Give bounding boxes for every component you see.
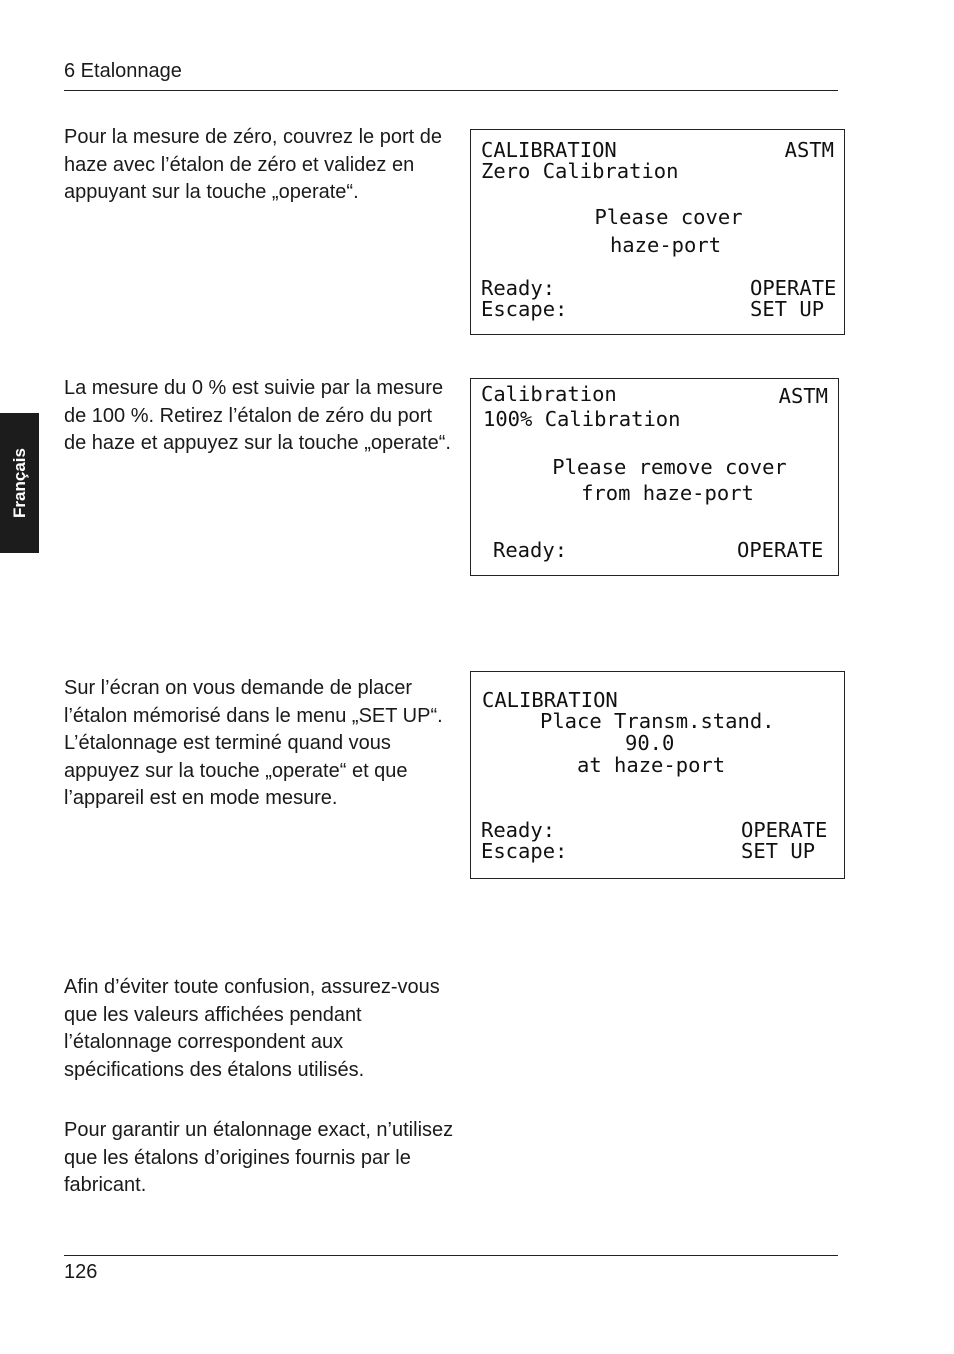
lcd-ready-key: OPERATE bbox=[737, 538, 824, 562]
language-tab bbox=[0, 413, 39, 553]
lcd-title: CALIBRATION bbox=[482, 688, 618, 712]
lcd-escape-key: SET UP bbox=[741, 839, 816, 863]
lcd-ready-label: Ready: bbox=[481, 818, 556, 842]
lcd-message-line-2: at haze-port bbox=[577, 753, 726, 777]
lcd-message-line-1: Place Transm.stand. bbox=[540, 709, 775, 733]
paragraph-100-measure: La mesure du 0 % est suivie par la mesure de 100 %. Retirez l’étalon de zéro du port de haze et appuyez sur la touche „operate“. bbox=[64, 377, 451, 454]
paragraph-original-standards: Pour garantir un étalonnage exact, n’utilisez que les étalons d’origines fournis par le fabricant. bbox=[64, 1119, 454, 1196]
lcd-title: CALIBRATION bbox=[481, 138, 617, 162]
lcd-screen-transmission-standard bbox=[470, 671, 845, 879]
lcd-ready-key: OPERATE bbox=[750, 276, 837, 300]
paragraph-zero-measure: Pour la mesure de zéro, couvrez le port de haze avec l’étalon de zéro et validez en appuyant sur la touche „operate“. bbox=[64, 126, 442, 203]
lcd-title: Calibration bbox=[481, 382, 617, 406]
lcd-mode: ASTM bbox=[778, 384, 828, 408]
lcd-message-line-1: Please cover bbox=[594, 205, 743, 229]
lcd-message-line-1: Please remove cover bbox=[552, 455, 787, 479]
lcd-escape-key: SET UP bbox=[750, 297, 825, 321]
header-rule bbox=[64, 90, 838, 91]
lcd-screen-100-calibration bbox=[470, 378, 839, 576]
lcd-screen-zero-calibration bbox=[470, 129, 845, 335]
lcd-message-line-2: haze-port bbox=[609, 233, 722, 257]
page-number: 126 bbox=[64, 1261, 98, 1283]
section-title: 6 Etalonnage bbox=[64, 60, 182, 82]
lcd-ready-label: Ready: bbox=[493, 538, 568, 562]
lcd-message-line-2: from haze-port bbox=[581, 481, 754, 505]
lcd-mode: ASTM bbox=[784, 138, 834, 162]
lcd-escape-label: Escape: bbox=[481, 297, 568, 321]
lcd-escape-label: Escape: bbox=[481, 839, 568, 863]
lcd-ready-key: OPERATE bbox=[741, 818, 828, 842]
paragraph-setup-standard: Sur l’écran on vous demande de placer l’étalon mémorisé dans le menu „SET UP“. L’étalonnage est terminé quand vous appuyez sur la touche „operate“ et que l’appareil est en mode mesure. bbox=[64, 677, 443, 809]
language-tab-label: Français bbox=[9, 448, 29, 518]
lcd-ready-label: Ready: bbox=[481, 276, 556, 300]
footer-rule bbox=[64, 1255, 838, 1256]
lcd-standard-value: 90.0 bbox=[625, 731, 675, 755]
lcd-subtitle: Zero Calibration bbox=[481, 159, 679, 183]
paragraph-avoid-confusion: Afin d’éviter toute confusion, assurez-vous que les valeurs affichées pendant l’étalonnage correspondent aux spécifications des étalons utilisés. bbox=[64, 976, 440, 1081]
lcd-subtitle: 100% Calibration bbox=[483, 407, 681, 431]
